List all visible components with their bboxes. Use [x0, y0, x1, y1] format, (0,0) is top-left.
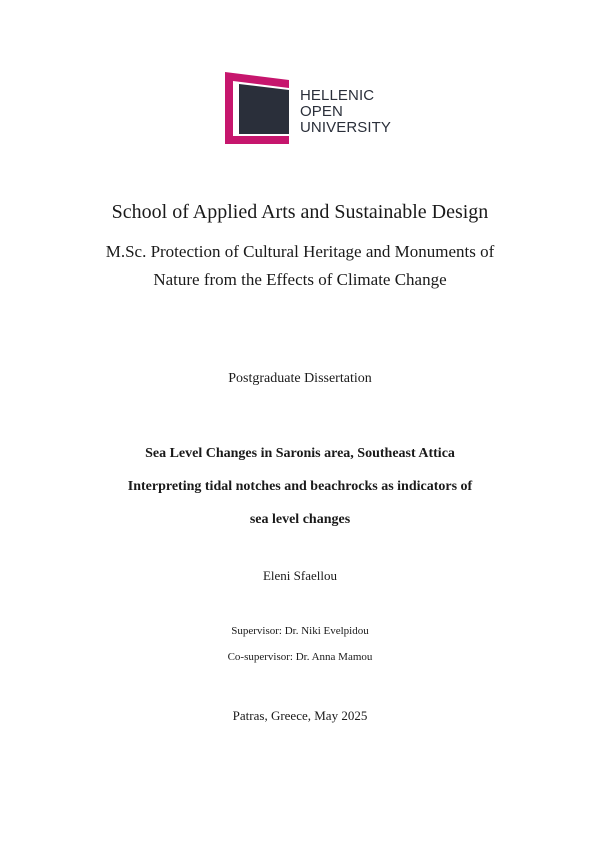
dissertation-title [0, 437, 600, 536]
logo-line-3: UNIVERSITY [300, 119, 392, 136]
co-supervisor: Co-supervisor: Dr. Anna Mamou [227, 651, 373, 663]
logo-line-2: OPEN [300, 103, 343, 120]
title-line-3: sea level changes [249, 512, 351, 527]
document-type: Postgraduate Dissertation [228, 371, 372, 386]
program-name [0, 238, 600, 294]
logo-line-1: HELLENIC [300, 87, 375, 104]
supervisor: Supervisor: Dr. Niki Evelpidou [231, 625, 369, 637]
program-line-2: Nature from the Effects of Climate Change [153, 270, 447, 289]
logo-wordmark [300, 88, 391, 136]
author-name: Eleni Sfaellou [262, 568, 337, 583]
title-line-1: Sea Level Changes in Saronis area, Southeast Attica [145, 446, 455, 461]
school-name: School of Applied Arts and Sustainable Design [111, 201, 489, 223]
title-line-2: Interpreting tidal notches and beachrocks as indicators of [127, 479, 473, 494]
university-logo [225, 70, 395, 146]
program-line-1: M.Sc. Protection of Cultural Heritage and Monuments of [105, 242, 495, 261]
place-date: Patras, Greece, May 2025 [232, 708, 368, 723]
hou-logo-icon [225, 70, 297, 146]
